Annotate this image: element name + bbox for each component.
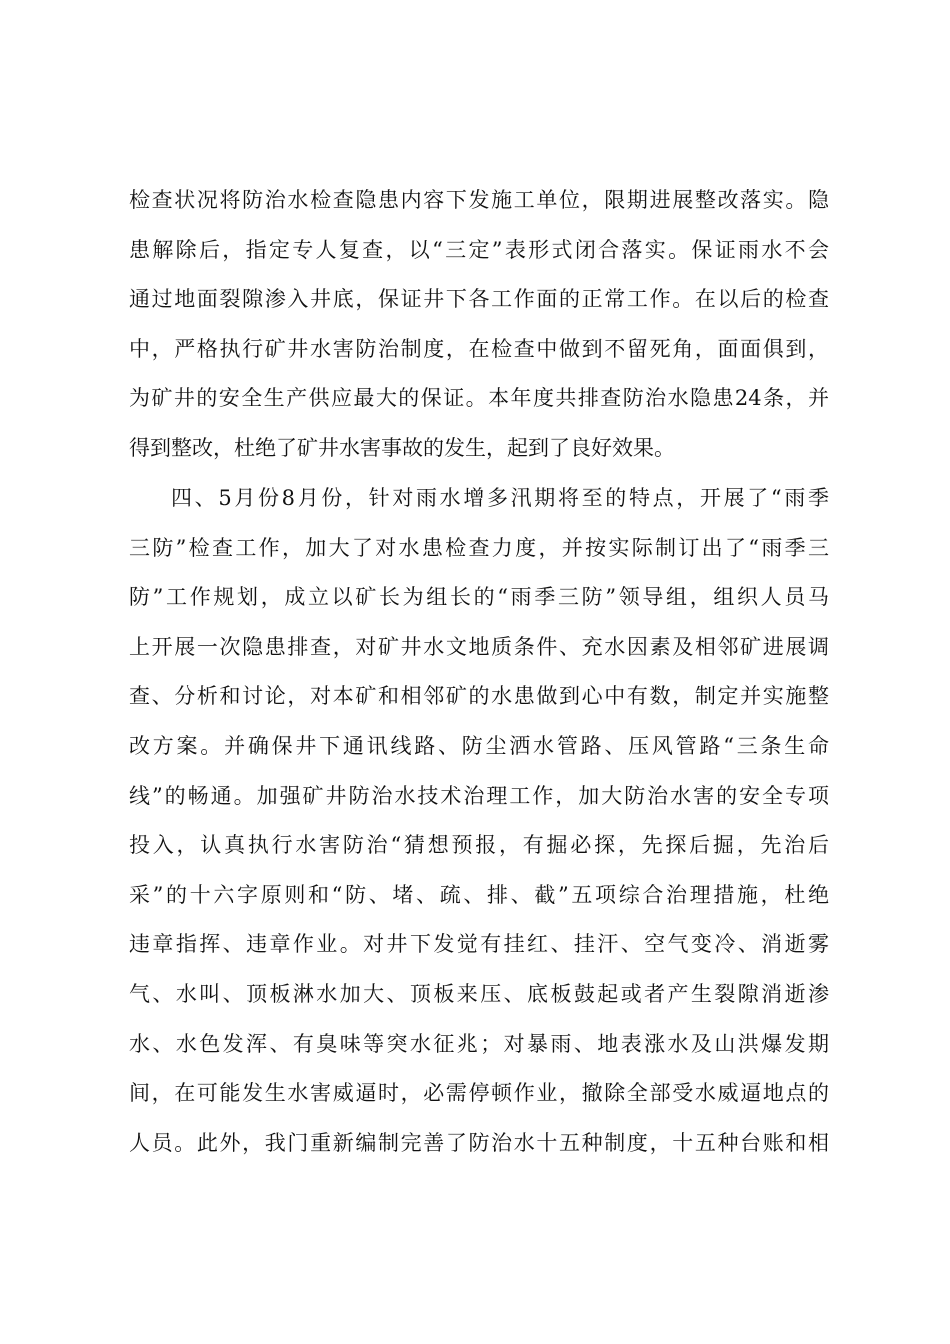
paragraph-line: 采”的十六字原则和“防、堵、疏、排、截”五项综合治理措施，杜绝 — [129, 882, 829, 907]
paragraph-line: 气、水叫、顶板淋水加大、顶板来压、底板鼓起或者产生裂隙消逝渗 — [129, 981, 829, 1006]
paragraph-line: 三防”检查工作，加大了对水患检查力度，并按实际制订出了“雨季三 — [129, 535, 829, 560]
paragraph-line: 患解除后，指定专人复查，以“三定”表形式闭合落实。保证雨水不会 — [129, 237, 829, 262]
paragraph-line: 人员。此外，我门重新编制完善了防治水十五种制度，十五种台账和相 — [129, 1130, 829, 1155]
paragraph-line: 查、分析和讨论，对本矿和相邻矿的水患做到心中有数，制定并实施整 — [129, 684, 829, 709]
paragraph-line: 上开展一次隐患排查，对矿井水文地质条件、充水因素及相邻矿进展调 — [129, 634, 829, 659]
paragraph-line: 四、5月份8月份，针对雨水增多汛期将至的特点，开展了“雨季 — [171, 486, 829, 510]
paragraph-1 — [129, 176, 829, 474]
paragraph-line: 中，严格执行矿井水害防治制度，在检查中做到不留死角，面面俱到， — [129, 336, 829, 361]
paragraph-line: 改方案。并确保井下通讯线路、防尘洒水管路、压风管路“三条生命 — [129, 733, 829, 758]
paragraph-line: 投入，认真执行水害防治“猜想预报，有掘必探，先探后掘，先治后 — [129, 833, 829, 858]
paragraph-line: 为矿井的安全生产供应最大的保证。本年度共排查防治水隐患24条，并 — [129, 386, 829, 411]
paragraph-line: 水、水色发浑、有臭味等突水征兆；对暴雨、地表涨水及山洪爆发期 — [129, 1031, 829, 1056]
paragraph-line: 违章指挥、违章作业。对井下发觉有挂红、挂汗、空气变冷、消逝雾 — [129, 932, 829, 957]
paragraph-line: 线”的畅通。加强矿井防治水技术治理工作，加大防治水害的安全专项 — [129, 783, 829, 808]
paragraph-line: 防”工作规划，成立以矿长为组长的“雨季三防”领导组，组织人员马 — [129, 585, 829, 610]
paragraph-line: 检查状况将防治水检查隐患内容下发施工单位，限期进展整改落实。隐 — [129, 188, 829, 212]
paragraph-line: 得到整改，杜绝了矿井水害事故的发生，起到了良好效果。 — [129, 435, 675, 460]
paragraph-line: 间，在可能发生水害威逼时，必需停顿作业，撤除全部受水威逼地点的 — [129, 1081, 829, 1106]
paragraph-2 — [129, 474, 829, 1168]
paragraph-line: 通过地面裂隙渗入井底，保证井下各工作面的正常工作。在以后的检查 — [129, 287, 829, 312]
